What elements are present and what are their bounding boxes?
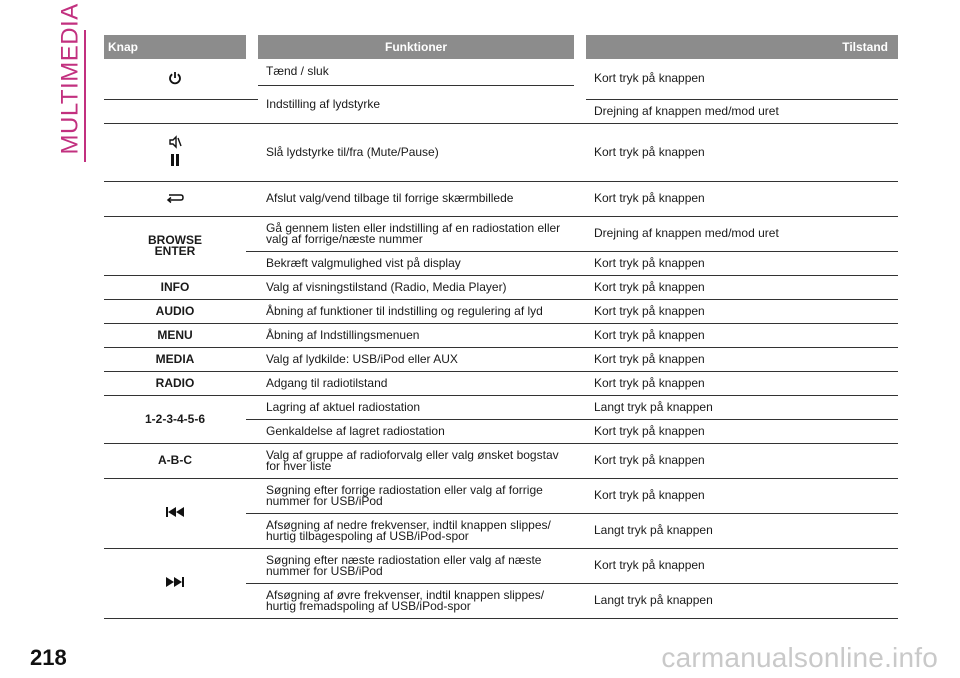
table-row: [104, 347, 898, 371]
function-cell: Adgang til radiotilstand: [258, 371, 574, 395]
knap-cell: RADIO: [104, 371, 246, 395]
function-cell: Tænd / sluk: [258, 59, 574, 85]
state-cell: Langt tryk på knappen: [586, 583, 898, 618]
table-row: [104, 299, 898, 323]
function-cell: Indstilling af lydstyrke: [258, 85, 574, 123]
state-cell: Kort tryk på knappen: [586, 443, 898, 478]
state-cell: Kort tryk på knappen: [594, 71, 705, 86]
state-cell: Kort tryk på knappen: [586, 548, 898, 583]
state-cell: Kort tryk på knappen: [586, 251, 898, 275]
previous-track-icon: [165, 506, 185, 520]
state-cell: Kort tryk på knappen: [586, 478, 898, 513]
function-cell: Bekræft valgmulighed vist på display: [258, 251, 574, 275]
state-cell: Drejning af knappen med/mod uret: [586, 99, 898, 123]
function-cell: Åbning af funktioner til indstilling og regulering af lyd: [258, 299, 574, 323]
table-row: [104, 395, 898, 419]
knap-cell: MEDIA: [104, 347, 246, 371]
function-cell: Åbning af Indstillingsmenuen: [258, 323, 574, 347]
function-cell: Afsøgning af øvre frekvenser, indtil knappen slippes/ hurtig fremadspoling af USB/iPod-spor: [258, 583, 574, 618]
function-cell: Slå lydstyrke til/fra (Mute/Pause): [258, 123, 574, 181]
table-row: [104, 59, 898, 85]
mute-icon: [106, 135, 244, 153]
state-cell: Kort tryk på knappen: [586, 323, 898, 347]
page-number: 218: [30, 645, 67, 670]
section-tab: [56, 3, 84, 160]
pause-icon: [106, 153, 244, 169]
state-cell: Kort tryk på knappen: [586, 123, 898, 181]
table-row: [104, 323, 898, 347]
knap-cell: 1-2-3-4-5-6: [104, 395, 246, 443]
header-funktioner: Funktioner: [258, 35, 574, 59]
function-cell: Genkaldelse af lagret radiostation: [258, 419, 574, 443]
state-cell: Langt tryk på knappen: [586, 513, 898, 548]
state-cell: Drejning af knappen med/mod uret: [586, 216, 898, 251]
table-row: [104, 478, 898, 513]
knap-cell: [104, 548, 246, 618]
state-cell: Langt tryk på knappen: [586, 395, 898, 419]
next-track-icon: [165, 576, 185, 590]
browse-label: BROWSE: [148, 232, 202, 247]
state-cell: Kort tryk på knappen: [586, 371, 898, 395]
table-row: [104, 275, 898, 299]
knap-cell: [104, 478, 246, 548]
table-header-row: [104, 35, 898, 59]
enter-label: ENTER: [154, 243, 196, 258]
function-cell: Lagring af aktuel radiostation: [258, 395, 574, 419]
table-row: [104, 216, 898, 251]
power-icon: [168, 71, 182, 87]
function-cell: Gå gennem listen eller indstilling af en radiostation eller valg af forrige/næste nummer: [258, 216, 574, 251]
table-row: [104, 123, 898, 181]
state-cell: Kort tryk på knappen: [586, 275, 898, 299]
knap-cell: AUDIO: [104, 299, 246, 323]
knap-cell: A-B-C: [104, 443, 246, 478]
table-row: [104, 548, 898, 583]
header-knap: Knap: [104, 35, 246, 59]
section-title: MULTIMEDIA: [56, 3, 84, 155]
function-cell: Søgning efter næste radiostation eller valg af næste nummer for USB/iPod: [258, 548, 574, 583]
state-cell: Kort tryk på knappen: [586, 419, 898, 443]
controls-table: [104, 35, 898, 619]
state-cell: Kort tryk på knappen: [586, 347, 898, 371]
knap-cell: INFO: [104, 275, 246, 299]
table-row: [104, 443, 898, 478]
knap-cell: [104, 216, 246, 275]
knap-cell: MENU: [104, 323, 246, 347]
function-cell: Afsøgning af nedre frekvenser, indtil knappen slippes/ hurtig tilbagespoling af USB/iPod-spor: [258, 513, 574, 548]
back-icon: [165, 192, 185, 206]
function-cell: Valg af lydkilde: USB/iPod eller AUX: [258, 347, 574, 371]
knap-cell: [104, 123, 246, 181]
function-cell: Valg af visningstilstand (Radio, Media Player): [258, 275, 574, 299]
table-row: [104, 371, 898, 395]
watermark: carmanualsonline.info: [661, 642, 938, 673]
function-cell: Søgning efter forrige radiostation eller valg af forrige nummer for USB/iPod: [258, 478, 574, 513]
knap-cell: [104, 181, 246, 216]
function-cell: Valg af gruppe af radioforvalg eller valg ønsket bogstav for hver liste: [258, 443, 574, 478]
knap-cell: [104, 59, 246, 99]
header-tilstand: Tilstand: [586, 35, 898, 59]
state-cell: Kort tryk på knappen: [586, 299, 898, 323]
state-cell: Kort tryk på knappen: [586, 181, 898, 216]
table-row: [104, 181, 898, 216]
function-cell: Afslut valg/vend tilbage til forrige skærmbillede: [258, 181, 574, 216]
